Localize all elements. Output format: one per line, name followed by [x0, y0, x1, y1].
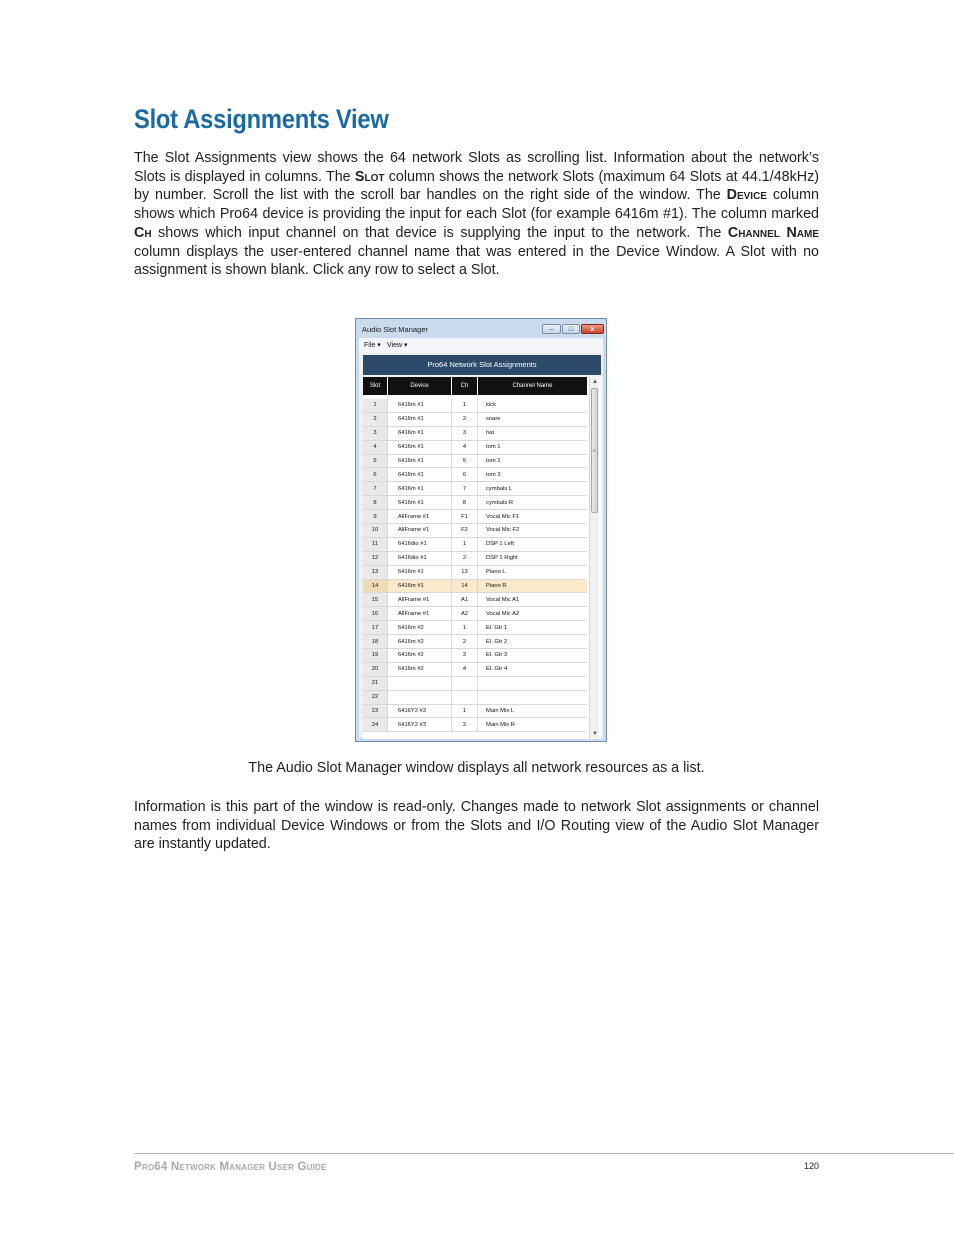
cell-channel-name: El. Gtr 1 [477, 621, 587, 634]
cell-slot: 13 [363, 566, 387, 579]
cell-ch: 3 [451, 427, 477, 440]
cell-ch: 4 [451, 441, 477, 454]
cell-slot: 4 [363, 441, 387, 454]
intro-paragraph [134, 149, 819, 280]
cell-device: AllFrame #1 [387, 607, 451, 620]
maximize-button[interactable] [562, 324, 580, 334]
cell-channel-name: Piano L [477, 566, 587, 579]
cell-slot: 8 [363, 496, 387, 509]
cell-device: 6416m #1 [387, 580, 451, 593]
cell-channel-name [477, 691, 587, 704]
cell-device: 6416m #1 [387, 496, 451, 509]
cell-slot: 9 [363, 510, 387, 523]
slot-assignments-banner: Pro64 Network Slot Assignments [363, 355, 601, 375]
scroll-down-icon[interactable]: ▼ [592, 731, 598, 737]
cell-channel-name: Vocal Mic F2 [477, 524, 587, 537]
slot-row[interactable] [363, 413, 587, 427]
slot-row[interactable] [363, 468, 587, 482]
cell-channel-name: Vocal Mic F1 [477, 510, 587, 523]
cell-ch: F2 [451, 524, 477, 537]
cell-channel-name: Piano R [477, 580, 587, 593]
cell-slot: 22 [363, 691, 387, 704]
cell-device: 6416m #1 [387, 468, 451, 481]
footer-divider [134, 1153, 954, 1154]
scroll-up-icon[interactable]: ▲ [592, 379, 598, 385]
menu-view[interactable]: View ▾ [387, 342, 408, 349]
cell-ch [451, 691, 477, 704]
cell-ch: 13 [451, 566, 477, 579]
cell-channel-name: Main Mix R [477, 718, 587, 731]
footer-title: Pro64 Network Manager User Guide [134, 1161, 327, 1173]
cell-channel-name: DSP 1 Left [477, 538, 587, 551]
cell-device: 6416Y2 #3 [387, 718, 451, 731]
cell-device: 6416m #1 [387, 399, 451, 412]
intro-text-4: shows which input channel on that device is supplying the input to the network. The [151, 224, 728, 241]
cell-device [387, 677, 451, 690]
cell-channel-name: El. Gtr 3 [477, 649, 587, 662]
slot-row[interactable] [363, 580, 587, 594]
cell-ch: 1 [451, 705, 477, 718]
cell-channel-name: DSP 1 Right [477, 552, 587, 565]
cell-ch: 1 [451, 399, 477, 412]
cell-device: 6416m #1 [387, 413, 451, 426]
cell-slot: 15 [363, 593, 387, 606]
column-header-slot[interactable]: Slot [369, 383, 381, 389]
cell-device: 6416m #2 [387, 649, 451, 662]
slot-row[interactable] [363, 593, 587, 607]
minimize-icon: – [549, 325, 554, 333]
slot-row[interactable] [363, 607, 587, 621]
cell-device: 6416m #2 [387, 621, 451, 634]
slot-row[interactable] [363, 482, 587, 496]
maximize-icon: □ [568, 325, 574, 333]
cell-slot: 19 [363, 649, 387, 662]
cell-device: AllFrame #1 [387, 524, 451, 537]
slot-row[interactable] [363, 399, 587, 413]
grid-header [363, 377, 587, 395]
cell-ch: 1 [451, 621, 477, 634]
cell-ch: A1 [451, 593, 477, 606]
slot-row[interactable] [363, 718, 587, 732]
cell-ch: F1 [451, 510, 477, 523]
cell-slot: 10 [363, 524, 387, 537]
cell-channel-name: El. Gtr 4 [477, 663, 587, 676]
slot-row[interactable] [363, 538, 587, 552]
cell-device: 6416dio #1 [387, 538, 451, 551]
cell-ch: A2 [451, 607, 477, 620]
cell-channel-name: tom 1 [477, 441, 587, 454]
cell-device: 6416m #2 [387, 663, 451, 676]
cell-slot: 21 [363, 677, 387, 690]
keyword-channel-name: Channel Name [727, 224, 819, 241]
cell-slot: 5 [363, 455, 387, 468]
cell-device: 6416m #1 [387, 427, 451, 440]
cell-slot: 6 [363, 468, 387, 481]
cell-channel-name: tom 2 [477, 455, 587, 468]
cell-device: 6416m #1 [387, 455, 451, 468]
cell-slot: 24 [363, 718, 387, 731]
cell-ch: 6 [451, 468, 477, 481]
cell-device: AllFrame #1 [387, 510, 451, 523]
cell-device: 6416Y2 #3 [387, 705, 451, 718]
slot-rows [363, 399, 587, 732]
cell-slot: 12 [363, 552, 387, 565]
close-icon: x [590, 325, 595, 333]
cell-slot: 14 [363, 580, 387, 593]
cell-channel-name: hat [477, 427, 587, 440]
slot-row[interactable] [363, 524, 587, 538]
cell-channel-name: Main Mix L [477, 705, 587, 718]
column-header-ch[interactable]: Ch [451, 377, 477, 395]
cell-device: 6416m #2 [387, 635, 451, 648]
cell-channel-name: kick [477, 399, 587, 412]
cell-slot: 20 [363, 663, 387, 676]
cell-channel-name [477, 677, 587, 690]
slot-row[interactable] [363, 441, 587, 455]
minimize-button[interactable] [542, 324, 561, 334]
readonly-paragraph: Information is this part of the window is read-only. Changes made to network Slot assignments or channel names from individual Device Windows or from the Slots and I/O Routing view of the Audio Slot Manager are instantly updated. [134, 799, 819, 853]
slot-row[interactable] [363, 705, 587, 719]
cell-slot: 3 [363, 427, 387, 440]
cell-slot: 1 [363, 399, 387, 412]
cell-device: 6416m #1 [387, 482, 451, 495]
slot-row[interactable] [363, 552, 587, 566]
vertical-scrollbar[interactable] [589, 377, 599, 739]
slot-row[interactable] [363, 621, 587, 635]
cell-ch: 3 [451, 649, 477, 662]
audio-slot-manager-window [355, 318, 607, 742]
cell-channel-name: El. Gtr 2 [477, 635, 587, 648]
menu-file[interactable]: File ▾ [364, 342, 381, 349]
cell-slot: 2 [363, 413, 387, 426]
page-number: 120 [804, 1161, 820, 1171]
close-button[interactable] [581, 324, 604, 334]
cell-ch: 2 [451, 413, 477, 426]
cell-slot: 7 [363, 482, 387, 495]
slot-row[interactable] [363, 635, 587, 649]
slot-row[interactable] [363, 427, 587, 441]
cell-ch: 4 [451, 663, 477, 676]
cell-ch [451, 677, 477, 690]
cell-channel-name: cymbals L [477, 482, 587, 495]
window-client [359, 352, 603, 738]
cell-channel-name: Vocal Mic A2 [477, 607, 587, 620]
intro-text-3: column shows which Pro64 device is providing the input for each Slot (for example 6416m #1). The column marked [134, 187, 819, 223]
cell-device: 6416m #1 [387, 441, 451, 454]
slot-row[interactable] [363, 455, 587, 469]
intro-text-5: column displays the user-entered channel name that was entered in the Device Window. A Slot with no assignment is shown blank. Click any row to select a Slot. [134, 243, 819, 279]
cell-ch: 7 [451, 482, 477, 495]
cell-ch: 8 [451, 496, 477, 509]
cell-channel-name: Vocal Mic A1 [477, 593, 587, 606]
slot-grid [363, 377, 601, 739]
figure-caption: The Audio Slot Manager window displays all network resources as a list. [248, 760, 705, 776]
cell-ch: 2 [451, 552, 477, 565]
slot-row[interactable] [363, 691, 587, 705]
keyword-device: Device [726, 187, 767, 204]
keyword-slot: Slot [354, 168, 385, 185]
page-heading: Slot Assignments View [134, 104, 389, 134]
cell-channel-name: snare [477, 413, 587, 426]
keyword-ch: Ch [134, 224, 152, 241]
cell-channel-name: tom 3 [477, 468, 587, 481]
column-header-channel-name[interactable]: Channel Name [477, 377, 587, 395]
cell-slot: 16 [363, 607, 387, 620]
slot-row[interactable] [363, 649, 587, 663]
cell-slot: 18 [363, 635, 387, 648]
column-header-device[interactable]: Device [387, 377, 451, 395]
cell-device: AllFrame #1 [387, 593, 451, 606]
cell-slot: 23 [363, 705, 387, 718]
slot-row[interactable] [363, 496, 587, 510]
cell-ch: 1 [451, 538, 477, 551]
cell-device: 6416dio #1 [387, 552, 451, 565]
slot-row[interactable] [363, 566, 587, 580]
cell-channel-name: cymbals R [477, 496, 587, 509]
cell-ch: 2 [451, 718, 477, 731]
slot-row[interactable] [363, 510, 587, 524]
cell-device [387, 691, 451, 704]
menu-bar [359, 338, 603, 353]
window-title: Audio Slot Manager [362, 325, 428, 334]
intro-text-2: column shows the network Slots (maximum 64 Slots at 44.1/48kHz) by number. Scroll the list with the scroll bar handles on the right side of the window. The [134, 168, 820, 204]
slot-row[interactable] [363, 677, 587, 691]
scroll-thumb[interactable]: ≡ [591, 388, 598, 513]
window-titlebar[interactable] [356, 319, 606, 338]
cell-slot: 11 [363, 538, 387, 551]
cell-device: 6416m #1 [387, 566, 451, 579]
cell-ch: 14 [451, 580, 477, 593]
cell-ch: 2 [451, 635, 477, 648]
slot-row[interactable] [363, 663, 587, 677]
intro-text-1: The Slot Assignments view shows the 64 network Slots as scrolling list. Information about the network’s Slots is displayed in columns. The [134, 150, 819, 185]
cell-ch: 5 [451, 455, 477, 468]
cell-slot: 17 [363, 621, 387, 634]
